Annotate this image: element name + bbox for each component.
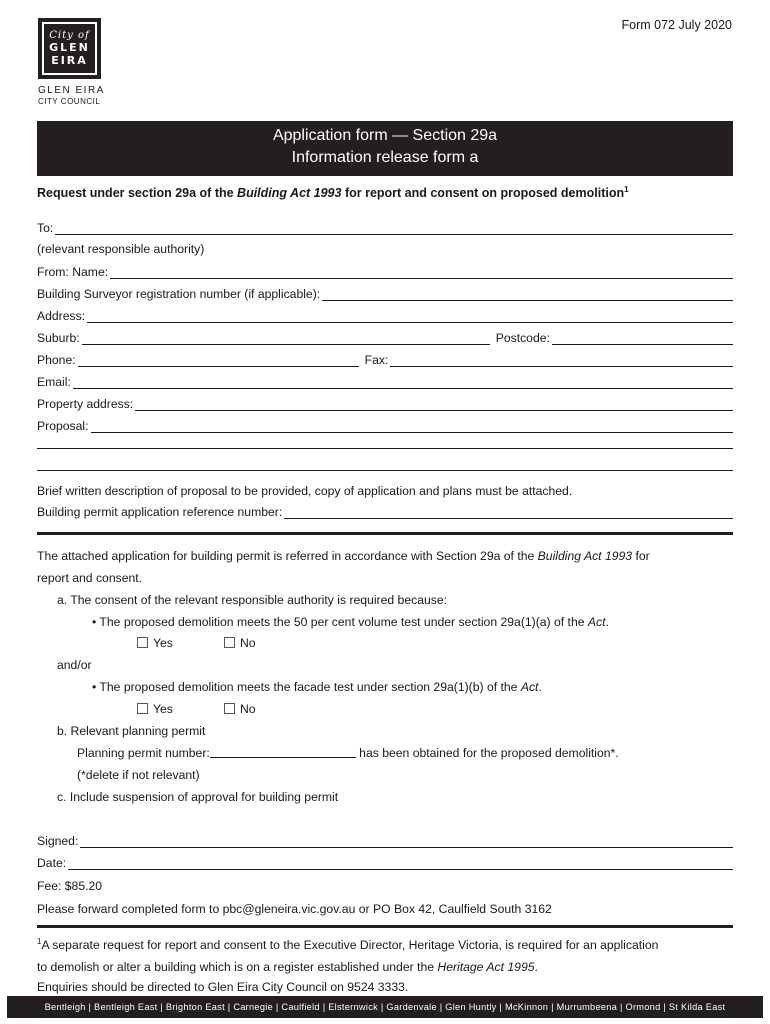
facade-no-checkbox[interactable]	[224, 703, 235, 714]
and-or: and/or	[57, 658, 92, 672]
postcode-field[interactable]	[552, 333, 733, 345]
property-field[interactable]	[135, 399, 733, 411]
volume-yes-option[interactable]	[137, 636, 173, 650]
footnote-number: 1	[37, 936, 42, 946]
footnote-line1	[37, 938, 658, 952]
bullet-volume-test	[92, 615, 609, 629]
logo-line1: City of	[49, 30, 90, 41]
signature-field[interactable]	[80, 836, 733, 848]
footnote-text2-pre: to demolish or alter a building which is on a register established under the	[37, 960, 438, 974]
surveyor-field[interactable]	[322, 289, 733, 301]
heading-footnote-ref: 1	[624, 184, 629, 194]
referral-post: for	[632, 549, 650, 563]
council-logo	[38, 18, 101, 79]
volume-yes-checkbox[interactable]	[137, 637, 148, 648]
council-name: GLEN EIRA	[38, 85, 105, 96]
address-field[interactable]	[87, 311, 733, 323]
bullet-facade-test	[92, 680, 542, 694]
suburb-label: Suburb:	[37, 331, 80, 345]
planning-permit-line	[77, 746, 619, 760]
proposal-field[interactable]	[91, 421, 734, 433]
form-title: Application form — Section 29a	[272, 127, 498, 144]
logo-line3: EIRA	[51, 54, 88, 67]
footnote-text2-post: .	[534, 960, 538, 974]
from-name-label: From: Name:	[37, 265, 109, 279]
email-label: Email:	[37, 375, 71, 389]
to-row	[37, 221, 733, 235]
proposal-line-3[interactable]	[37, 470, 733, 471]
email-field[interactable]	[73, 377, 733, 389]
footnote-act: Heritage Act 1995	[437, 960, 535, 974]
facade-yes-option[interactable]	[137, 702, 173, 716]
bullet1-pre: • The proposed demolition meets the 50 per cent volume test under section 29a(1)(a) of the	[92, 615, 588, 629]
footnote-line2	[37, 960, 538, 974]
planning-permit-field[interactable]	[210, 747, 356, 758]
logo-line2: GLEN	[49, 41, 90, 54]
signed-label: Signed:	[37, 834, 79, 848]
property-row	[37, 397, 733, 411]
referral-pre: The attached application for building permit is referred in accordance with Section 29a of the	[37, 549, 538, 563]
title-banner	[37, 121, 733, 176]
bullet1-act: Act	[587, 615, 606, 629]
heading-act: Building Act 1993	[237, 186, 342, 200]
facade-no-label: No	[240, 702, 256, 716]
referral-text	[37, 549, 650, 563]
facade-yes-label: Yes	[153, 702, 173, 716]
request-heading	[37, 186, 629, 200]
footnote-divider	[37, 925, 733, 928]
address-label: Address:	[37, 309, 86, 323]
referral-act: Building Act 1993	[537, 549, 633, 563]
postcode-label: Postcode:	[495, 331, 550, 345]
facade-no-option[interactable]	[224, 702, 256, 716]
form-number: Form 072 July 2020	[621, 18, 732, 32]
volume-no-checkbox[interactable]	[224, 637, 235, 648]
permit-ref-label: Building permit application reference number:	[37, 505, 283, 519]
permit-ref-row	[37, 505, 733, 519]
proposal-row	[37, 419, 733, 433]
volume-yes-label: Yes	[153, 636, 173, 650]
form-subtitle: Information release form a	[291, 149, 479, 166]
fee: Fee: $85.20	[37, 879, 103, 893]
suburb-footer: Bentleigh | Bentleigh East | Brighton East | Carnegie | Caulfield | Elsternwick | Gardenvale | Glen Huntly | McKinnon | Murrumbeena | Ormond | St Kilda East	[7, 996, 763, 1018]
heading-post: for report and consent on proposed demolition	[341, 186, 625, 200]
planning-permit-post: has been obtained for the proposed demolition*.	[355, 746, 619, 760]
volume-no-option[interactable]	[224, 636, 256, 650]
council-sub: CITY COUNCIL	[38, 97, 101, 106]
suburb-row	[37, 331, 733, 345]
heading-pre: Request under section 29a of the	[37, 186, 238, 200]
item-a: a. The consent of the relevant responsible authority is required because:	[57, 593, 448, 607]
bullet2-act: Act	[520, 680, 539, 694]
phone-field[interactable]	[78, 355, 359, 367]
proposal-label: Proposal:	[37, 419, 89, 433]
facade-yes-checkbox[interactable]	[137, 703, 148, 714]
property-label: Property address:	[37, 397, 134, 411]
brief-note: Brief written description of proposal to be provided, copy of application and plans must be attached.	[37, 484, 573, 498]
date-label: Date:	[37, 856, 67, 870]
name-field[interactable]	[110, 267, 733, 279]
bullet1-post: .	[605, 615, 609, 629]
phone-label: Phone:	[37, 353, 76, 367]
item-b: b. Relevant planning permit	[57, 724, 206, 738]
from-row	[37, 265, 733, 279]
footnote-text1: A separate request for report and consent to the Executive Director, Heritage Victoria, is required for an application	[41, 938, 659, 952]
planning-permit-label: Planning permit number:	[77, 746, 210, 760]
enquiries: Enquiries should be directed to Glen Eira City Council on 9524 3333.	[37, 980, 409, 994]
item-c: c. Include suspension of approval for building permit	[57, 790, 339, 804]
authority-note: (relevant responsible authority)	[37, 242, 205, 256]
address-row	[37, 309, 733, 323]
email-row	[37, 375, 733, 389]
date-field[interactable]	[68, 858, 733, 870]
surveyor-row	[37, 287, 733, 301]
volume-no-label: No	[240, 636, 256, 650]
forward-instructions: Please forward completed form to pbc@gleneira.vic.gov.au or PO Box 42, Caulfield South 3162	[37, 902, 552, 916]
delete-note: (*delete if not relevant)	[77, 768, 200, 782]
surveyor-label: Building Surveyor registration number (if applicable):	[37, 287, 321, 301]
date-row	[37, 856, 733, 870]
suburb-field[interactable]	[82, 333, 490, 345]
proposal-line-2[interactable]	[37, 448, 733, 449]
fax-label: Fax:	[364, 353, 389, 367]
bullet2-post: .	[538, 680, 542, 694]
fax-field[interactable]	[390, 355, 733, 367]
permit-ref-field[interactable]	[284, 507, 733, 519]
section-divider	[37, 532, 733, 535]
signed-row	[37, 834, 733, 848]
phone-row	[37, 353, 733, 367]
to-label: To:	[37, 221, 54, 235]
to-field[interactable]	[55, 223, 733, 235]
referral-line2: report and consent.	[37, 571, 143, 585]
bullet2-pre: • The proposed demolition meets the facade test under section 29a(1)(b) of the	[92, 680, 521, 694]
